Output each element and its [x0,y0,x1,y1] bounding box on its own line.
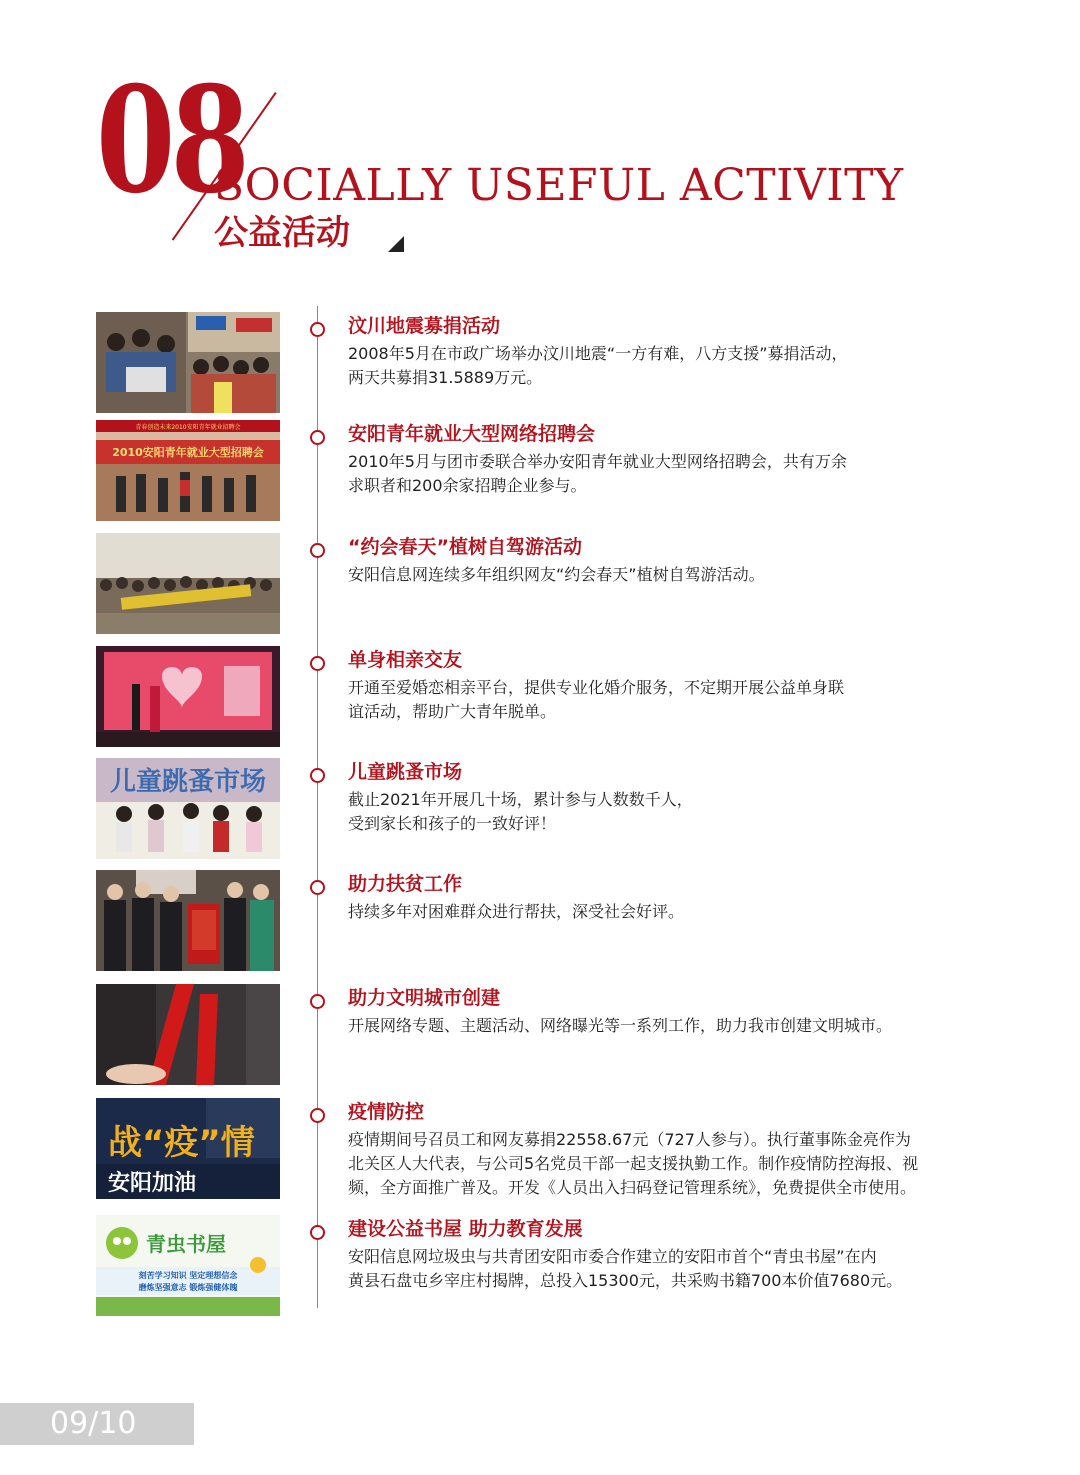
list-item [0,312,1080,416]
item-title: “约会春天”植树自驾游活动 [348,536,582,558]
list-item [0,420,1080,524]
section-title-en: SOCIALLY USEFUL ACTIVITY [214,160,904,211]
timeline-dot [310,768,325,783]
sign-text: 磨炼坚强意志 锻炼强健体魄 [138,1283,238,1292]
list-item [0,533,1080,637]
photo-kids-market [96,758,280,859]
timeline-dot [310,543,325,558]
description-line: 疫情期间号召员工和网友募捐22558.67元（727人参与）。执行董事陈金亮作为 [348,1130,911,1149]
timeline-dot [310,994,325,1009]
page-indicator [0,1403,194,1445]
description-line: 受到家长和孩子的一致好评！ [348,814,557,833]
list-item [0,1215,1080,1319]
description-line: 开通至爱婚恋相亲平台，提供专业化婚介服务，不定期开展公益单身联 [348,678,845,697]
sign-text: 青虫书屋 [146,1232,226,1256]
item-title: 助力文明城市创建 [348,987,501,1009]
timeline-dot [310,430,325,445]
timeline-dot [310,656,325,671]
description-line: 开展网络专题、主题活动、网络曝光等一系列工作，助力我市创建文明城市。 [348,1016,893,1035]
item-title: 助力扶贫工作 [348,873,463,895]
sign-text: 刻苦学习知识 坚定理想信念 [138,1271,238,1280]
photo-banner-text: 儿童跳蚤市场 [109,767,267,797]
list-item [0,984,1080,1088]
list-item [0,870,1080,974]
section-number: 08 [96,55,246,226]
item-title: 疫情防控 [348,1101,425,1123]
photo-fundraising-crowd [96,312,280,413]
photo-poverty-relief-banner [96,870,280,971]
item-description [348,676,1008,724]
poster-text: 战“疫”情 [108,1123,255,1163]
description-line: 黄县石盘屯乡宰庄村揭牌，总投入15300元，共采购书籍700本价值7680元。 [348,1271,903,1290]
photo-bookhouse-sign [96,1215,280,1316]
list-item [0,758,1080,862]
item-title: 儿童跳蚤市场 [348,761,463,783]
timeline-dot [310,322,325,337]
list-item [0,1098,1080,1202]
photo-tree-planting-group [96,533,280,634]
description-line: 谊活动，帮助广大青年脱单。 [348,702,557,721]
item-description [348,450,1008,498]
page-number: 09/10 [50,1406,137,1441]
poster-text: 安阳加油 [108,1171,197,1196]
item-description [348,1014,1008,1038]
item-description [348,788,1008,836]
item-title: 安阳青年就业大型网络招聘会 [348,423,596,445]
description-line: 求职者和200余家招聘企业参与。 [348,476,587,495]
timeline-dot [310,1225,325,1240]
item-description [348,563,1008,587]
timeline-dot [310,880,325,895]
item-description [348,342,1008,390]
item-description [348,1128,1008,1200]
description-line: 2008年5月在市政广场举办汶川地震“一方有难，八方支援”募捐活动， [348,344,848,363]
item-description [348,900,1008,924]
description-line: 安阳信息网连续多年组织网友“约会春天”植树自驾游活动。 [348,565,765,584]
item-description [348,1245,1008,1293]
photo-banner-text: 青春创造未来2010安阳青年就业招聘会 [135,424,241,431]
item-title: 单身相亲交友 [348,649,463,671]
description-line: 持续多年对困难群众进行帮扶，深受社会好评。 [348,902,685,921]
photo-red-ribbon [96,984,280,1085]
timeline-dot [310,1108,325,1123]
item-title: 建设公益书屋 助力教育发展 [348,1218,583,1240]
list-item [0,646,1080,750]
photo-dating-event-stage [96,646,280,747]
description-line: 安阳信息网垃圾虫与共青团安阳市委合作建立的安阳市首个“青虫书屋”在内 [348,1247,877,1266]
section-title-cn: 公益活动 [214,213,350,253]
description-line: 截止2021年开展几十场，累计参与人数数千人， [348,790,693,809]
photo-epidemic-poster [96,1098,280,1199]
photo-banner-text: 2010安阳青年就业大型招聘会 [112,446,264,459]
description-line: 2010年5月与团市委联合举办安阳青年就业大型网络招聘会，共有万余 [348,452,847,471]
description-line: 频，全方面推广普及。开发《人员出入扫码登记管理系统》，免费提供全市使用。 [348,1178,917,1197]
description-line: 北关区人大代表，与公司5名党员干部一起支援执勤工作。制作疫情防控海报、视 [348,1154,919,1173]
item-title: 汶川地震募捐活动 [348,315,501,337]
description-line: 两天共募捐31.5889万元。 [348,368,543,387]
photo-job-fair-stage [96,420,280,521]
title-corner-triangle [388,236,404,252]
